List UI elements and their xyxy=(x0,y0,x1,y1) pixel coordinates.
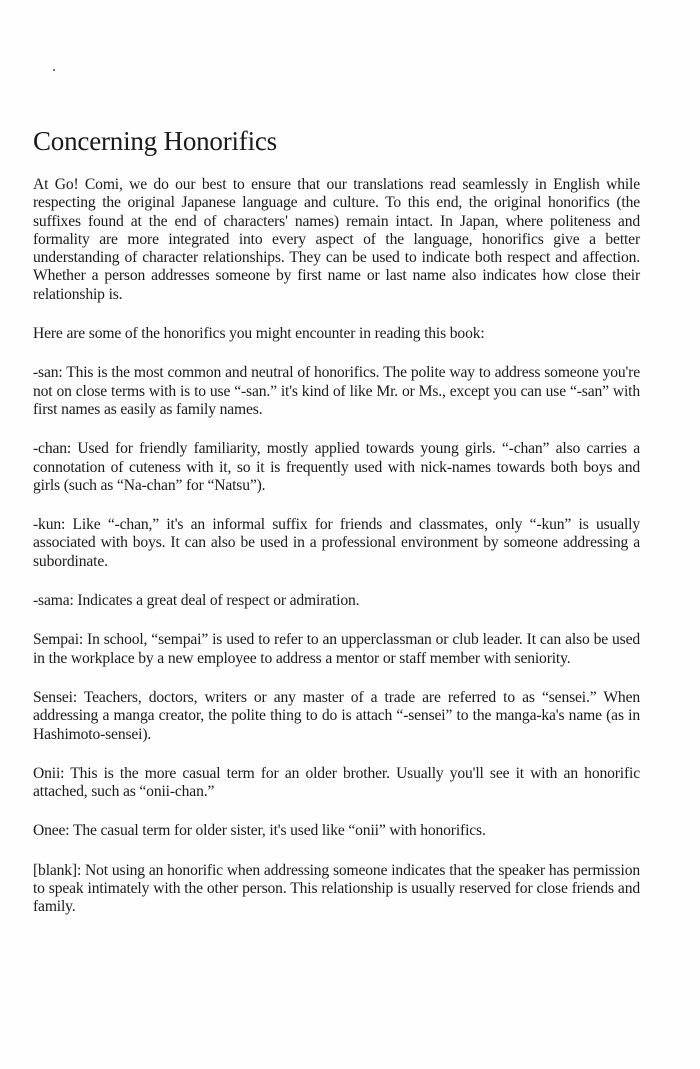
honorific-sempai: Sempai: In school, “sempai” is used to refer to an upperclassman or club leader. It can also be used in the workplace by a new employee to address a mentor or staff member with seniority. xyxy=(33,631,640,667)
page-title: Concerning Honorifics xyxy=(33,126,277,156)
honorific-chan: -chan: Used for friendly familiarity, mostly applied towards young girls. “-chan” also carries a connotation of cuteness with it, so it is frequently used with nick-names towards both boys and girls (such as “Na-chan” for “Natsu”). xyxy=(33,440,640,494)
page-speck xyxy=(53,69,55,71)
honorific-onee: Onee: The casual term for older sister, it's used like “onii” with honorifics. xyxy=(33,822,486,840)
honorific-san: -san: This is the most common and neutral of honorifics. The polite way to address someone you're not on close terms with is to use “-san.” it's kind of like Mr. or Ms., except you can use “-san” with first names as easily as family names. xyxy=(33,364,640,418)
honorific-onii: Onii: This is the more casual term for an older brother. Usually you'll see it with an honorific attached, such as “onii-chan.” xyxy=(33,764,640,801)
honorific-sama: -sama: Indicates a great deal of respect or admiration. xyxy=(33,592,360,610)
honorific-blank: [blank]: Not using an honorific when addressing someone indicates that the speaker has permission to speak intimately with the other person. This relationship is usually reserved for close friends and family. xyxy=(33,861,640,916)
honorific-sensei: Sensei: Teachers, doctors, writers or any master of a trade are referred to as “sensei.” When addressing a manga creator, the polite thing to do is attach “-sensei” to the manga-ka's name (as in Hashimoto-sensei). xyxy=(33,688,640,743)
list-intro: Here are some of the honorifics you might encounter in reading this book: xyxy=(33,325,485,343)
document-body xyxy=(33,124,640,938)
intro-paragraph: At Go! Comi, we do our best to ensure that our translations read seamlessly in English while respecting the original Japanese language and culture. To this end, the original honorifics (the suffixes found at the end of characters' names) remain intact. In Japan, where politeness and formality are more integrated into every aspect of the language, honorifics give a better understanding of character relationships. They can be used to indicate both respect and affection. Whether a person addresses someone by first name or last name also indicates how close their relationship is. xyxy=(33,176,640,303)
honorific-kun: -kun: Like “-chan,” it's an informal suffix for friends and classmates, only “-kun” is usually associated with boys. It can also be used in a professional environment by someone addressing a subordinate. xyxy=(33,516,640,570)
